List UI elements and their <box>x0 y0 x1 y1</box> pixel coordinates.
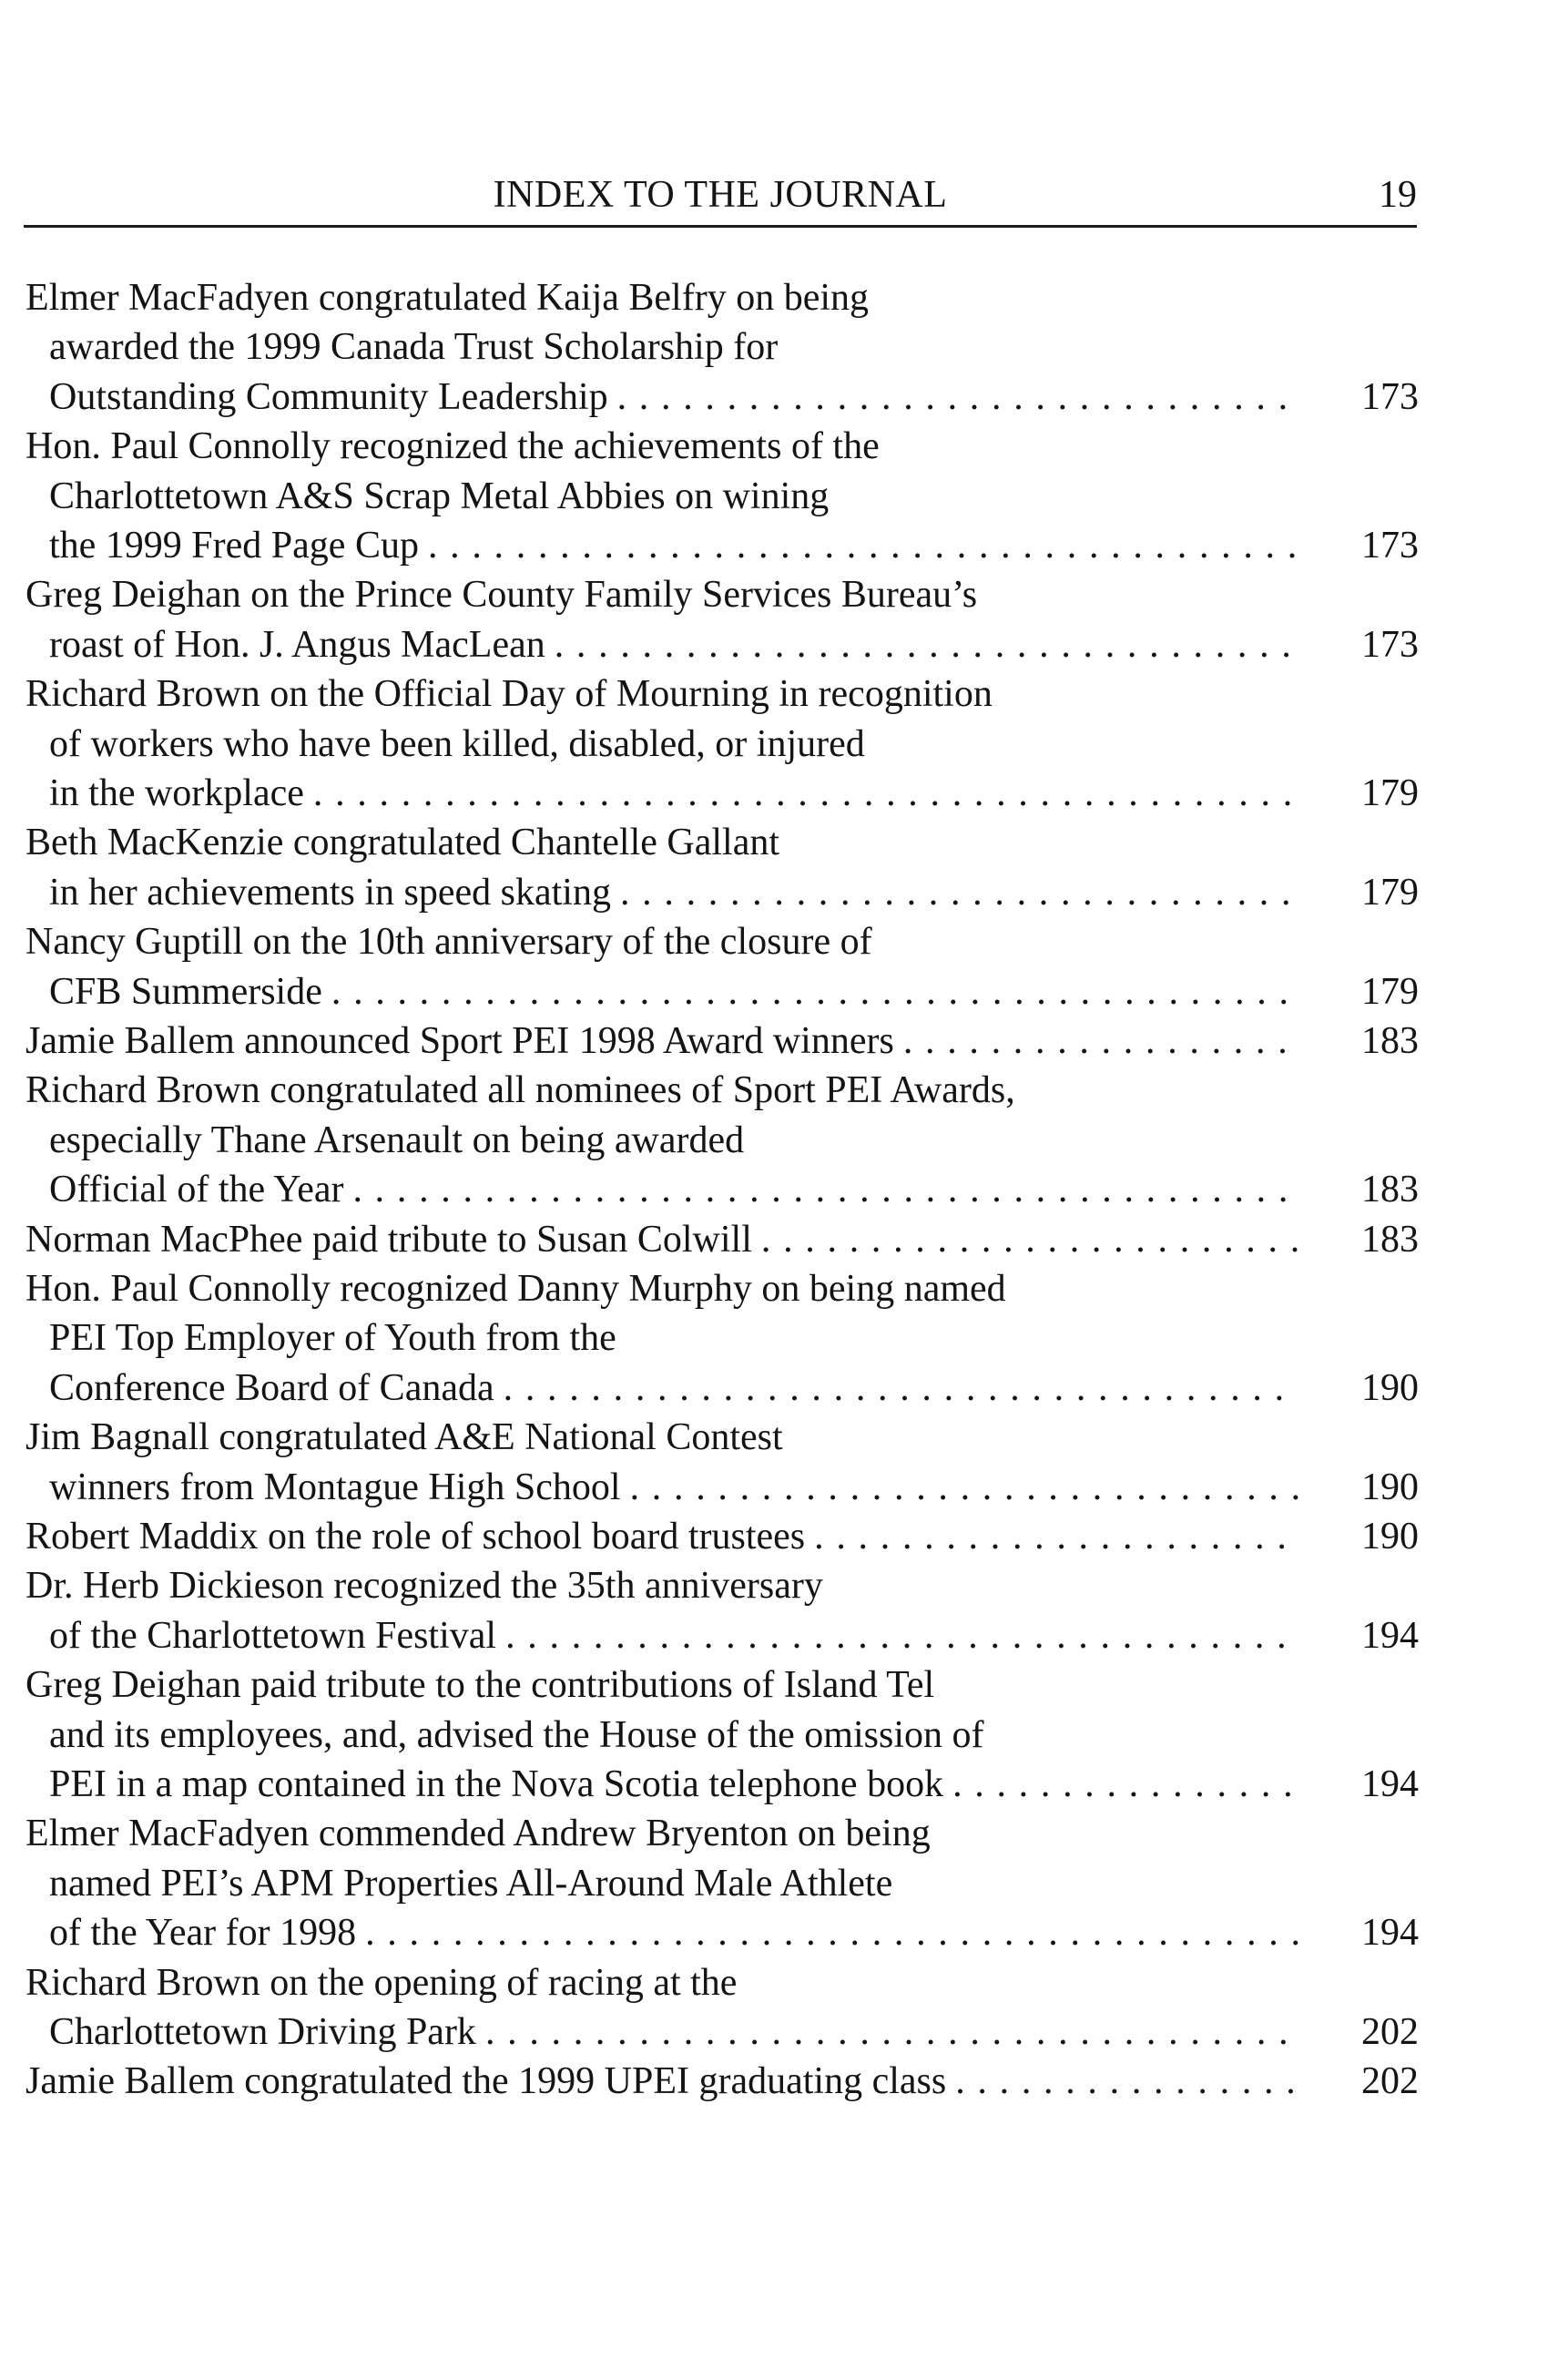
index-entry-line: of the Charlottetown Festival <box>49 1614 497 1657</box>
index-page-ref: 190 <box>1361 1515 1419 1558</box>
index-page-ref: 173 <box>1361 623 1419 666</box>
index-entry-last-line <box>25 521 1419 570</box>
index-entry <box>25 669 1419 818</box>
index-entry-line: in her achievements in speed skating <box>49 871 611 914</box>
index-entry-last-line <box>25 2057 1419 2106</box>
index-page-ref: 183 <box>1361 1019 1419 1062</box>
index-page-ref: 173 <box>1361 375 1419 418</box>
index-entry <box>25 1066 1419 1214</box>
index-entry-line: of workers who have been killed, disabled, or injured <box>49 722 865 765</box>
index-entry-line: Dr. Herb Dickieson recognized the 35th anniversary <box>25 1565 823 1608</box>
index-entry <box>25 917 1419 1016</box>
index-entry-line: PEI Top Employer of Youth from the <box>49 1317 616 1360</box>
index-entry-line: Beth MacKenzie congratulated Chantelle Gallant <box>25 822 780 864</box>
index-page-ref: 190 <box>1361 1366 1419 1409</box>
index-entry-last-line <box>25 769 1419 818</box>
index-entry-line: and its employees, and, advised the House of the omission of <box>49 1713 984 1756</box>
dot-leader <box>356 1908 1298 1957</box>
index-entry <box>25 1264 1419 1413</box>
index-entry-last-line <box>25 868 1419 917</box>
index-entry-line: Norman MacPhee paid tribute to Susan Colwill <box>25 1218 752 1261</box>
index-entry-line: Richard Brown on the opening of racing at the <box>25 1961 738 2004</box>
dot-leader <box>621 1463 1298 1512</box>
index-entry <box>25 1809 1419 1957</box>
index-entry <box>25 1215 1419 1264</box>
index-page-ref: 179 <box>1361 871 1419 914</box>
index-entry <box>25 1016 1419 1066</box>
index-page-ref: 190 <box>1361 1466 1419 1508</box>
index-entry-last-line <box>25 1512 1419 1561</box>
index-entry-line: Outstanding Community Leadership <box>49 375 608 418</box>
page-title: INDEX TO THE JOURNAL <box>493 174 948 216</box>
index-entry-last-line <box>25 1364 1419 1413</box>
index-entries-list <box>25 273 1419 2107</box>
index-page-ref: 202 <box>1361 2060 1419 2103</box>
index-page-ref: 183 <box>1361 1218 1419 1261</box>
index-page-ref: 194 <box>1361 1912 1419 1955</box>
index-entry-last-line <box>25 1165 1419 1214</box>
index-entry <box>25 422 1419 570</box>
header-divider <box>24 225 1417 228</box>
dot-leader <box>943 1760 1298 1809</box>
index-entry-line: Charlottetown Driving Park <box>49 2010 476 2053</box>
dot-leader <box>304 769 1298 818</box>
index-entry <box>25 2057 1419 2106</box>
index-page-ref: 183 <box>1361 1169 1419 1211</box>
index-entry-line: of the Year for 1998 <box>49 1912 357 1955</box>
index-page-ref: 173 <box>1361 524 1419 567</box>
index-entry-line: named PEI’s APM Properties All-Around Male Athlete <box>49 1862 893 1905</box>
index-page-ref: 202 <box>1361 2010 1419 2053</box>
index-entry-line: Greg Deighan paid tribute to the contributions of Island Tel <box>25 1664 935 1707</box>
index-entry-line: awarded the 1999 Canada Trust Scholarship for <box>49 326 779 369</box>
dot-leader <box>476 2007 1298 2057</box>
index-entry-line: CFB Summerside <box>49 970 322 1013</box>
index-entry-line: Nancy Guptill on the 10th anniversary of the closure of <box>25 921 872 964</box>
index-entry-last-line <box>25 1016 1419 1066</box>
dot-leader <box>611 868 1298 917</box>
dot-leader <box>545 620 1298 669</box>
dot-leader <box>494 1364 1298 1413</box>
index-entry-line: Hon. Paul Connolly recognized Danny Murphy on being named <box>25 1267 1006 1310</box>
dot-leader <box>752 1215 1298 1264</box>
dot-leader <box>946 2057 1298 2106</box>
dot-leader <box>322 967 1298 1016</box>
index-entry-line: roast of Hon. J. Angus MacLean <box>49 623 545 666</box>
index-entry-line: Jamie Ballem announced Sport PEI 1998 Award winners <box>25 1019 894 1062</box>
index-entry-line: winners from Montague High School <box>49 1466 621 1508</box>
index-entry-line: Jamie Ballem congratulated the 1999 UPEI graduating class <box>25 2060 947 2103</box>
index-entry-line: Conference Board of Canada <box>49 1366 494 1409</box>
index-entry-last-line <box>25 1908 1419 1957</box>
index-entry <box>25 1413 1419 1512</box>
index-entry <box>25 818 1419 917</box>
index-entry <box>25 570 1419 669</box>
page-number: 19 <box>1379 174 1417 216</box>
index-entry-last-line <box>25 1611 1419 1660</box>
index-entry-line: Hon. Paul Connolly recognized the achievements of the <box>25 425 880 468</box>
dot-leader <box>343 1165 1298 1214</box>
index-entry-line: Richard Brown congratulated all nominees of Sport PEI Awards, <box>25 1069 1015 1112</box>
index-entry-line: Official of the Year <box>49 1169 344 1211</box>
index-entry-line: PEI in a map contained in the Nova Scotia telephone book <box>49 1762 944 1805</box>
dot-leader <box>894 1016 1298 1066</box>
index-entry-last-line <box>25 967 1419 1016</box>
index-entry-line: Elmer MacFadyen congratulated Kaija Belfry on being <box>25 277 870 319</box>
index-entry-line: Richard Brown on the Official Day of Mourning in recognition <box>25 673 993 716</box>
index-entry-last-line <box>25 1215 1419 1264</box>
dot-leader <box>419 521 1298 570</box>
index-entry-last-line <box>25 373 1419 422</box>
index-entry-line: Robert Maddix on the role of school board trustees <box>25 1515 806 1558</box>
index-page-ref: 194 <box>1361 1762 1419 1805</box>
index-page-ref: 194 <box>1361 1614 1419 1657</box>
index-entry-last-line <box>25 1463 1419 1512</box>
index-entry-line: Greg Deighan on the Prince County Family Services Bureau’s <box>25 574 978 617</box>
index-entry-last-line <box>25 1760 1419 1809</box>
dot-leader <box>496 1611 1298 1660</box>
index-entry-line: the 1999 Fred Page Cup <box>49 524 419 567</box>
index-entry-line: especially Thane Arsenault on being awarded <box>49 1118 745 1161</box>
index-entry <box>25 1958 1419 2058</box>
index-entry <box>25 273 1419 422</box>
index-entry-line: Elmer MacFadyen commended Andrew Bryenton on being <box>25 1813 931 1855</box>
index-entry <box>25 1512 1419 1561</box>
index-page-ref: 179 <box>1361 771 1419 814</box>
index-entry-line: in the workplace <box>49 771 304 814</box>
index-entry-line: Charlottetown A&S Scrap Metal Abbies on wining <box>49 475 830 517</box>
dot-leader <box>608 373 1298 422</box>
dot-leader <box>805 1512 1298 1561</box>
index-entry <box>25 1660 1419 1809</box>
index-entry-last-line <box>25 620 1419 669</box>
index-entry-last-line <box>25 2007 1419 2057</box>
index-entry-line: Jim Bagnall congratulated A&E National Contest <box>25 1416 783 1459</box>
index-page-ref: 179 <box>1361 970 1419 1013</box>
index-entry <box>25 1561 1419 1660</box>
page-header <box>24 171 1417 224</box>
